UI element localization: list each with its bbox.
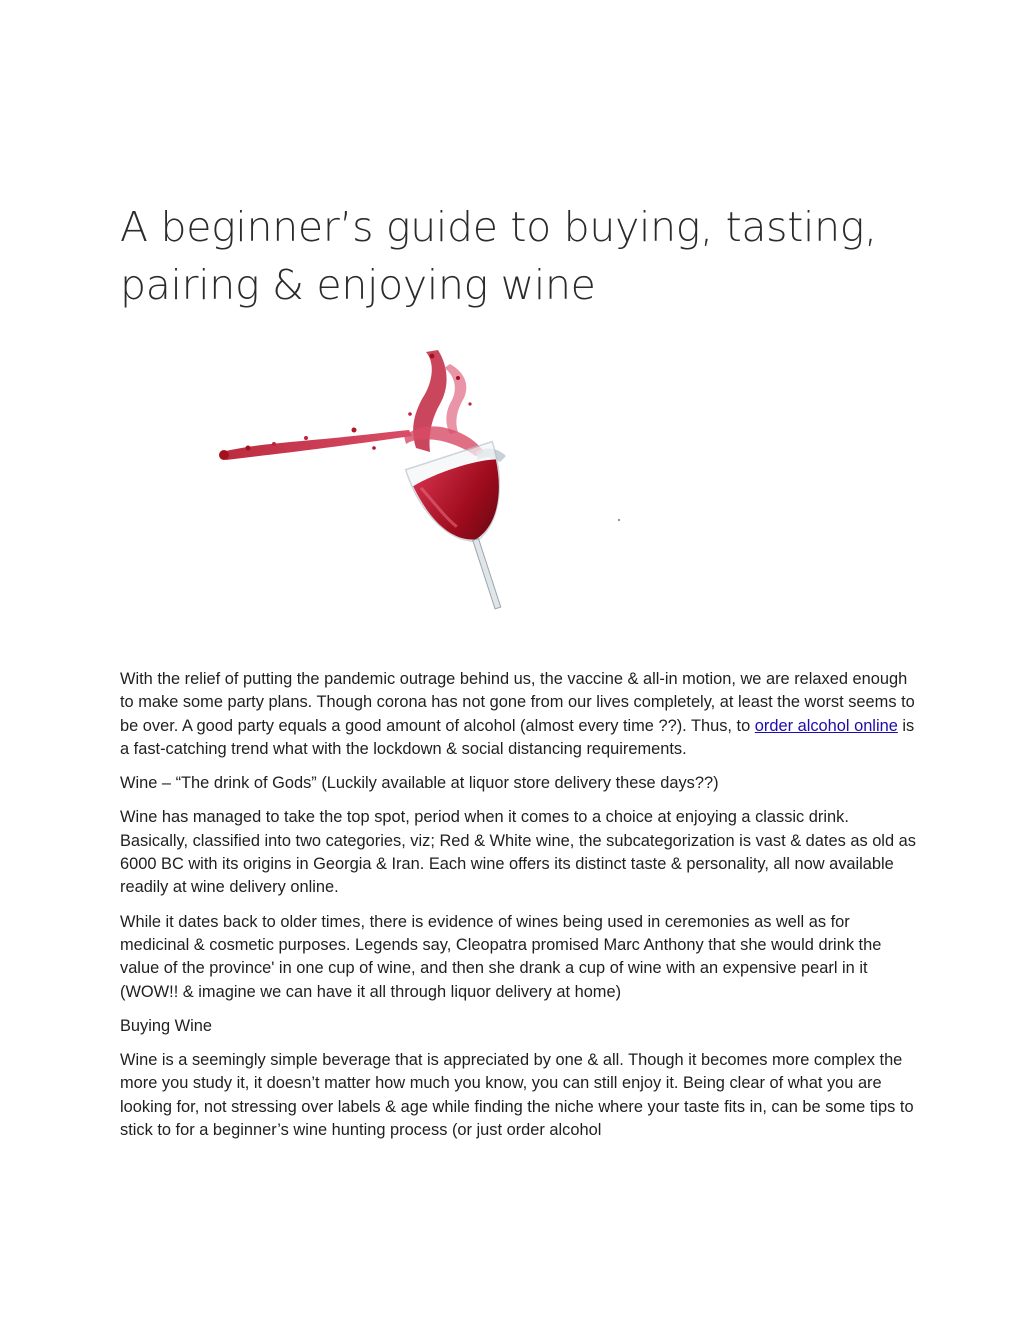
paragraph-intro [120, 668, 920, 761]
paragraph-buying-tips: Wine is a seemingly simple beverage that is appreciated by one & all. Though it becomes more complex the more you study it, it doesn’t matter how much you know, you can still enjoy it. Being clear of what you are looking for, not stressing over labels & age while finding the niche where your taste fits in, can be some tips to stick to for a beginner’s wine hunting process (or just order alcohol [120, 1051, 914, 1140]
page-title: A beginner’s guide to buying, tasting, pairing & enjoying wine [120, 203, 877, 309]
section-heading-buying-wine: Buying Wine [120, 1016, 213, 1035]
paragraph-history: While it dates back to older times, there is evidence of wines being used in ceremonies as well as for medicinal & cosmetic purposes. Legends say, Cleopatra promised Marc Anthony that she would drink the value of the province' in one cup of wine, and then she drank a cup of wine with an expensive pearl in it (WOW!! & imagine we can have it all through liquor delivery at home) [120, 912, 882, 1001]
paragraph-top-spot: Wine has managed to take the top spot, period when it comes to a choice at enjoying a classic drink. Basically, classified into two categories, viz; Red & White wine, the subcategorization is vast & dates as old as 6000 BC with its origins in Georgia & Iran. Each wine offers its distinct taste & personality, all now available readily at wine delivery online. [120, 808, 916, 897]
order-alcohol-online-link[interactable]: order alcohol online [754, 716, 898, 735]
section-heading-drink-of-gods: Wine – “The drink of Gods” (Luckily available at liquor store delivery these days??) [120, 774, 719, 793]
article-body [120, 668, 920, 1153]
paragraph-intro-text-before-link: With the relief of putting the pandemic outrage behind us, the vaccine & all-in motion, we are relaxed enough to make some party plans. Though corona has not gone from our lives completely, at least the worst seems to be over. A good party equals a good amount of alcohol (almost every time ??). Thus, to [120, 670, 915, 735]
paragraph-intro-text-after-link: is a fast-catching trend what with the lockdown & social distancing requirements. [120, 716, 915, 758]
wine-glass-splash-icon [214, 344, 634, 614]
hero-image [214, 344, 634, 614]
